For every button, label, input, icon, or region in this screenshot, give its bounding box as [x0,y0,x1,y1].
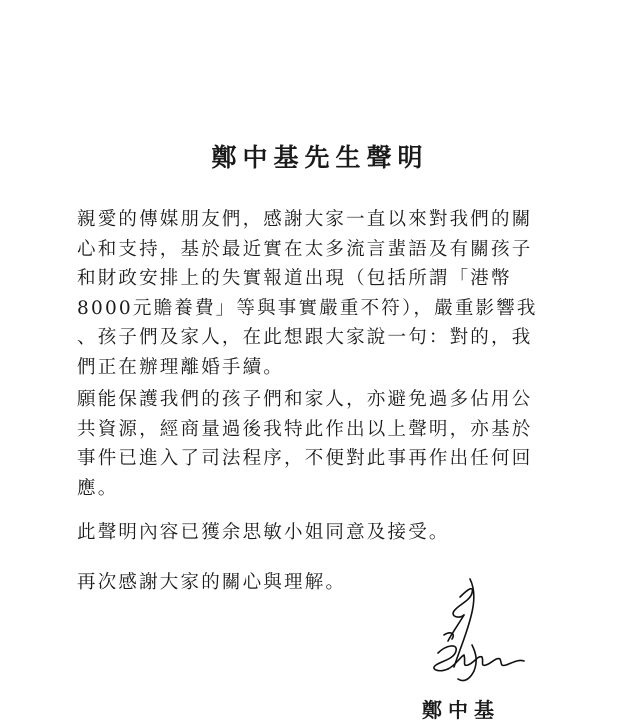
paragraph-line: 親愛的傳媒朋友們，感謝大家一直以來對我們的關 [77,209,533,230]
paragraph-line: 們正在辦理離婚手續。 [77,356,285,378]
paragraph-line: 和財政安排上的失實報道出現（包括所謂「港幣 [77,268,512,289]
signature-name: 鄭中基 [422,698,500,722]
paragraph-line: 共資源，經商量過後我特此作出以上聲明，亦基於 [77,418,533,440]
handwritten-signature [408,575,533,693]
paragraph-line: 8000元贍養費」等與事實嚴重不符），嚴重影響我 [77,297,538,319]
paragraph-2 [77,385,557,503]
paragraph-line: 此聲明內容已獲余思敏小姐同意及接受。 [77,522,450,543]
paragraph-line: 願能保護我們的孩子們和家人，亦避免過多佔用公 [77,389,533,410]
paragraph-1 [77,205,557,382]
statement-title: 鄭中基先生聲明 [211,143,429,172]
paragraph-line: 應。 [77,477,119,499]
paragraph-line: 、孩子們及家人，在此想跟大家說一句：對的，我 [77,327,533,348]
paragraph-line: 事件已進入了司法程序，不便對此事再作出任何回 [77,448,533,469]
paragraph-line: 心和支持，基於最近實在太多流言蜚語及有關孩子 [77,238,533,260]
paragraph-line: 再次感謝大家的關心與理解。 [77,572,347,593]
paragraph-3 [77,518,557,548]
